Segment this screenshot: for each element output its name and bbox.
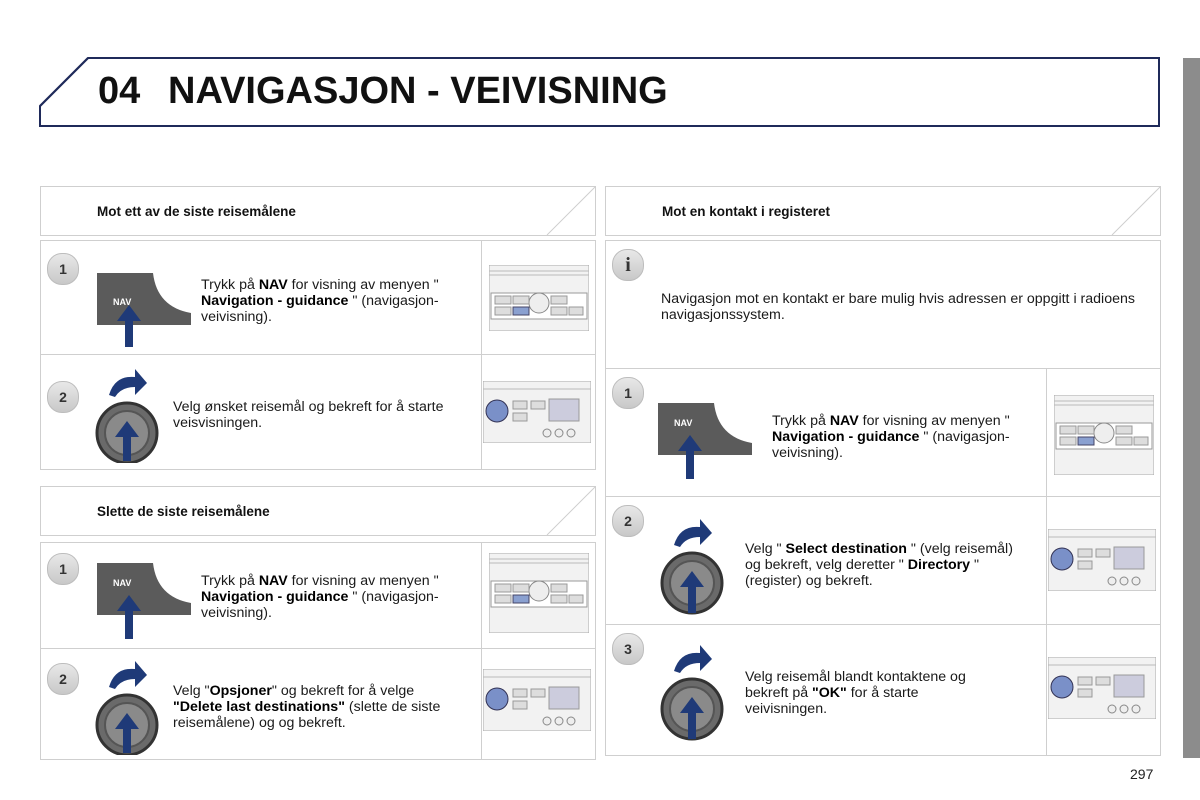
step-instruction: Trykk på NAV for visning av menyen " Navigation - guidance " (navigasjon-veivisning). [772, 413, 1010, 461]
nav-key-label: NAV [113, 297, 132, 307]
radio-panel-nav-image [489, 265, 589, 331]
rotary-dial-icon [660, 515, 730, 615]
step-instruction: Trykk på NAV for visning av menyen " Navigation - guidance " (navigasjon-veivisning). [201, 573, 439, 621]
radio-panel-dial-image [483, 669, 591, 731]
step-instruction: Trykk på NAV for visning av menyen " Navigation - guidance " (navigasjon-veivisning). [201, 277, 439, 325]
radio-panel-dial-image [483, 381, 591, 443]
header-corner-decoration [1090, 187, 1160, 235]
step-badge: 3 [612, 633, 644, 665]
step-box-recent-1 [40, 240, 596, 356]
section-title: Mot en kontakt i registeret [662, 204, 831, 219]
step-instruction: Velg " Select destination " (velg reisemål) og bekreft, velg deretter " Directory " (register) og bekreft. [745, 541, 1013, 589]
step-instruction: Velg reisemål blandt kontaktene og bekreft på "OK" for å starte veivisningen. [745, 669, 966, 717]
step-badge: 1 [612, 377, 644, 409]
nav-key-icon [95, 269, 195, 349]
section-header-delete [40, 486, 596, 536]
section-title: Slette de siste reisemålene [97, 504, 270, 519]
chapter-number: 04 [98, 70, 141, 112]
radio-panel-dial-image [1048, 657, 1156, 719]
info-text: Navigasjon mot en kontakt er bare mulig hvis adressen er oppgitt i radioens navigasjonssystem. [661, 291, 1135, 323]
info-box [605, 240, 1161, 370]
step-badge: 2 [612, 505, 644, 537]
step-badge: 2 [47, 663, 79, 695]
header-corner-decoration [525, 487, 595, 535]
nav-key-icon [656, 399, 756, 481]
step-box-delete-1 [40, 542, 596, 650]
step-box-contact-2 [605, 496, 1161, 626]
header-corner-decoration [525, 187, 595, 235]
step-box-contact-1 [605, 368, 1161, 498]
page-number: 297 [1130, 766, 1154, 782]
nav-key-icon [95, 559, 195, 641]
nav-key-label: NAV [113, 578, 132, 588]
step-badge: 1 [47, 253, 79, 285]
radio-panel-dial-image [1048, 529, 1156, 591]
info-icon: i [612, 249, 644, 281]
step-badge: 1 [47, 553, 79, 585]
step-box-recent-2 [40, 354, 596, 470]
section-header-contact [605, 186, 1161, 236]
step-instruction: Velg "Opsjoner" og bekreft for å velge "Delete last destinations" (slette de siste reisemålene) og og bekreft. [173, 683, 441, 731]
section-header-recent [40, 186, 596, 236]
rotary-dial-icon [660, 641, 730, 741]
step-instruction: Velg ønsket reisemål og bekreft for å starte veisvisningen. [173, 399, 444, 431]
radio-panel-nav-image [1054, 395, 1154, 475]
nav-key-label: NAV [674, 418, 693, 428]
chapter-title: NAVIGASJON - VEIVISNING [168, 70, 668, 112]
rotary-dial-icon [95, 657, 165, 755]
section-title: Mot ett av de siste reisemålene [97, 204, 296, 219]
step-badge: 2 [47, 381, 79, 413]
chapter-tab-bar [1183, 58, 1200, 758]
radio-panel-nav-image [489, 553, 589, 633]
step-box-delete-2 [40, 648, 596, 760]
rotary-dial-icon [95, 365, 165, 463]
step-box-contact-3 [605, 624, 1161, 756]
